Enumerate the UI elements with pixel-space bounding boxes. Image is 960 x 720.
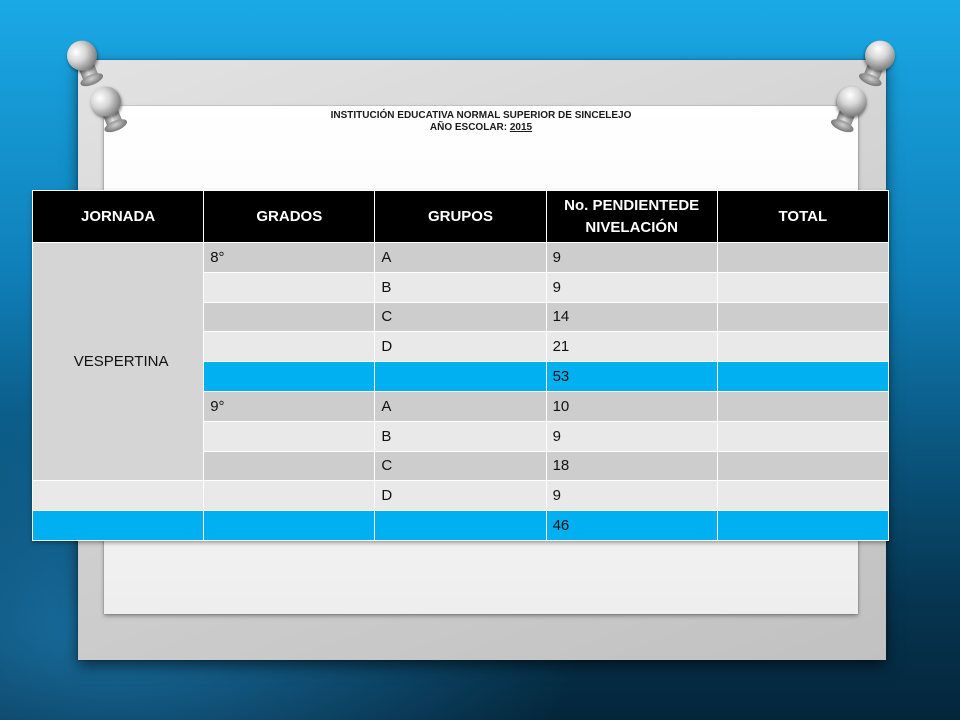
pendientes-cell: 21 [546, 332, 717, 362]
grado-cell [204, 272, 375, 302]
grupo-cell: D [375, 332, 546, 362]
institution-name: INSTITUCIÓN EDUCATIVA NORMAL SUPERIOR DE SINCELEJO [330, 110, 632, 121]
total-cell [717, 391, 888, 421]
total-cell [717, 243, 888, 273]
grado-cell [204, 332, 375, 362]
grupo-cell: B [375, 421, 546, 451]
table-header-row [33, 191, 889, 243]
jornada-empty-cell [33, 481, 204, 511]
pendientes-cell: 18 [546, 451, 717, 481]
pendientes-cell: 14 [546, 302, 717, 332]
table-row [33, 481, 889, 511]
table-row [33, 243, 889, 273]
grado-cell [204, 451, 375, 481]
pendientes-cell: 9 [546, 243, 717, 273]
table-body [33, 243, 889, 541]
school-year [104, 122, 858, 134]
total-cell [717, 481, 888, 511]
grupo-cell [375, 511, 546, 541]
column-header-grados: GRADOS [204, 191, 375, 243]
total-cell [717, 332, 888, 362]
total-cell [717, 362, 888, 392]
grado-cell: 8° [204, 243, 375, 273]
grado-cell [204, 302, 375, 332]
pendientes-cell: 9 [546, 272, 717, 302]
grado-cell [204, 481, 375, 511]
nivelacion-table [32, 190, 889, 541]
total-cell [717, 511, 888, 541]
grupo-cell: B [375, 272, 546, 302]
column-header-total: TOTAL [717, 191, 888, 243]
document-heading [104, 110, 858, 134]
total-cell [717, 421, 888, 451]
column-header-pendientes: No. PENDIENTEDE NIVELACIÓN [546, 191, 717, 243]
grupo-cell: C [375, 302, 546, 332]
jornada-empty-cell [33, 511, 204, 541]
grado-cell [204, 421, 375, 451]
grupo-cell: A [375, 391, 546, 421]
subtotal-row [33, 511, 889, 541]
pendientes-cell: 10 [546, 391, 717, 421]
total-cell [717, 302, 888, 332]
school-year-label: AÑO ESCOLAR: [429, 122, 510, 133]
pendientes-cell: 53 [546, 362, 717, 392]
pendientes-cell: 9 [546, 421, 717, 451]
pendientes-cell: 46 [546, 511, 717, 541]
column-header-jornada: JORNADA [33, 191, 204, 243]
school-year-value: 2015 [509, 122, 533, 133]
total-cell [717, 451, 888, 481]
pendientes-cell: 9 [546, 481, 717, 511]
grado-cell: 9° [204, 391, 375, 421]
column-header-grupos: GRUPOS [375, 191, 546, 243]
total-cell [717, 272, 888, 302]
grupo-cell: A [375, 243, 546, 273]
grado-cell [204, 511, 375, 541]
grupo-cell [375, 362, 546, 392]
grupo-cell: C [375, 451, 546, 481]
grupo-cell: D [375, 481, 546, 511]
jornada-cell: VESPERTINA [33, 243, 204, 481]
grado-cell [204, 362, 375, 392]
